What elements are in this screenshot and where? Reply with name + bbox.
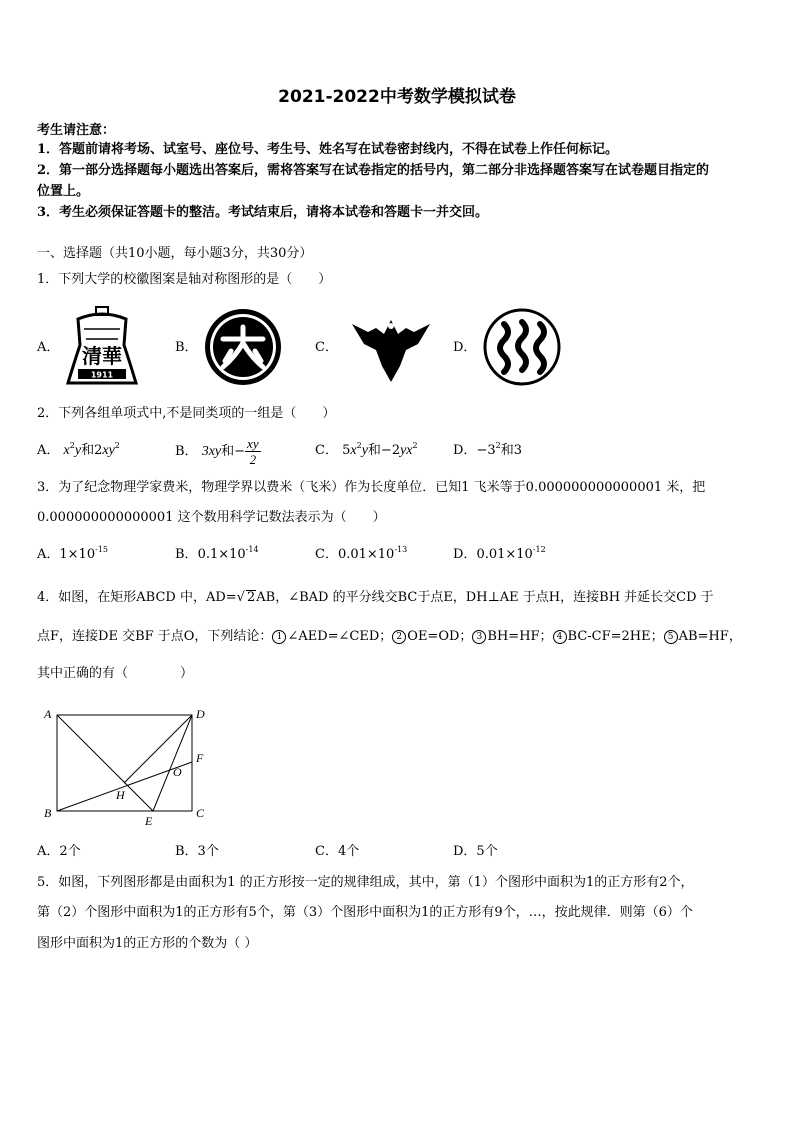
q4-option-b: B．3个 — [175, 844, 219, 859]
q1-option-a-label: A． — [37, 340, 60, 355]
label-E: E — [145, 814, 153, 828]
label-F: F — [196, 751, 204, 765]
q4-line-3: 其中正确的有（ ） — [37, 666, 194, 681]
q5-line-3: 图形中面积为1的正方形的个数为（ ） — [37, 936, 258, 951]
notice-item-2-cont: 位置上。 — [37, 184, 90, 199]
q4-option-c: C．4个 — [315, 844, 360, 859]
q4-line-1: 4．如图，在矩形ABCD 中，AD=√ 2AB，∠BAD 的平分线交BC于点E，DH⊥AE 于点H，连接BH 并延长交CD 于 — [37, 590, 714, 605]
q3-option-a: A．$1\times 10^{-15}$ — [37, 545, 108, 562]
peking-logo-icon — [203, 307, 283, 387]
q2-option-d: D．$-3^2$和3 — [453, 441, 522, 458]
q1-option-b-label: B． — [175, 340, 198, 355]
q5-line-1: 5．如图，下列图形都是由面积为1 的正方形按一定的规律组成，其中，第（1）个图形中面积为1的正方形有2个， — [37, 875, 694, 890]
fraction: $\frac{xy}{2}$ — [247, 436, 259, 467]
q2-stem: 2．下列各组单项式中,不是同类项的一组是（ ） — [37, 406, 336, 421]
tsinghua-logo-icon — [64, 305, 140, 393]
q2-option-a: A． $x^2y$和$2xy^2$ — [37, 441, 120, 458]
label-C: C — [196, 806, 205, 820]
svg-text:清華: 清華 — [82, 344, 122, 368]
q3-line-1: 3．为了纪念物理学家费米，物理学界以费米（飞米）作为长度单位．已知1 飞米等于0.000000000000001 米，把 — [37, 480, 706, 495]
notice-heading: 考生请注意： — [37, 123, 116, 138]
eagle-logo-icon — [346, 304, 436, 388]
q4-option-d: D．5个 — [453, 844, 498, 859]
q3-option-b: B．$0.1\times 10^{-14}$ — [175, 545, 259, 562]
q5-line-2: 第（2）个图形中面积为1的正方形有5个，第（3）个图形中面积为1的正方形有9个，…，按此规律．则第（6）个 — [37, 905, 693, 920]
q4-option-a: A．2个 — [37, 844, 81, 859]
label-O: O — [173, 765, 182, 779]
label-A: A — [44, 707, 52, 721]
tsinghua-logo-year: 1911 — [90, 370, 114, 380]
q1-stem: 1．下列大学的校徽图案是轴对称图形的是（ ） — [37, 272, 332, 287]
q3-line-2: 0.000000000000001 这个数用科学记数法表示为（ ） — [37, 510, 386, 525]
q2-option-c: C． $5x^2y$和$-2yx^2$ — [315, 441, 418, 458]
q4-rectangle-figure — [38, 703, 218, 829]
notice-item-1: 1．答题前请将考场、试室号、座位号、考生号、姓名写在试卷密封线内，不得在试卷上作任何标记。 — [37, 142, 619, 157]
label-B: B — [44, 806, 52, 820]
page-title: 2021-2022中考数学模拟试卷 — [278, 87, 516, 107]
wave-logo-icon — [482, 308, 562, 386]
label-D: D — [196, 707, 205, 721]
q4-line-2: 点F，连接DE 交BF 于点O，下列结论： 1 ∠AED=∠CED； 2 OE=OD； 3 BH=HF； 4 BC-CF=2HE； 5 AB=HF， — [37, 629, 742, 644]
notice-item-2: 2．第一部分选择题每小题选出答案后，需将答案写在试卷指定的括号内，第二部分非选择题答案写在试卷题目指定的 — [37, 163, 710, 178]
label-H: H — [116, 788, 125, 802]
q1-option-d-label: D． — [453, 340, 477, 355]
q3-option-c: C．$0.01\times 10^{-13}$ — [315, 545, 408, 562]
q1-option-c-label: C． — [315, 340, 338, 355]
q3-option-d: D．$0.01\times 10^{-12}$ — [453, 545, 546, 562]
section-heading: 一、选择题（共10小题，每小题3分，共30分） — [37, 246, 313, 261]
notice-item-3: 3．考生必须保证答题卡的整洁。考试结束后，请将本试卷和答题卡一并交回。 — [37, 205, 489, 220]
q2-option-b: B． 3xy和− $\frac{xy}{2}$ — [175, 436, 259, 467]
